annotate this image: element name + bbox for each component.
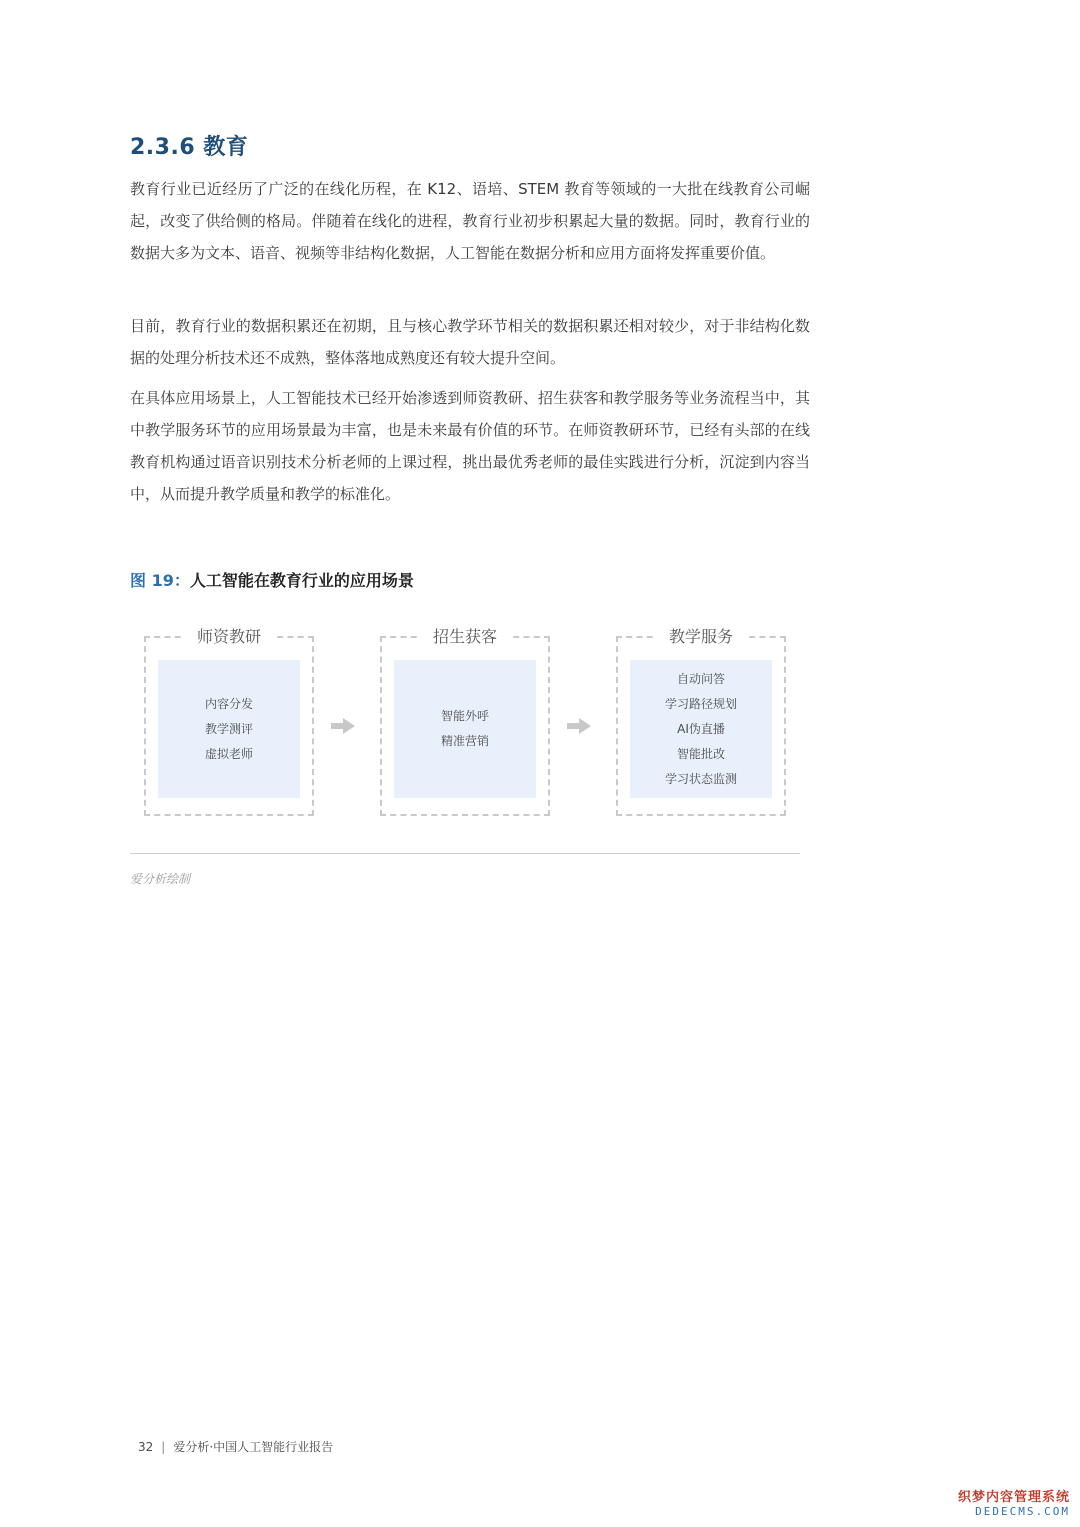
stage-item: 教学测评 [204, 721, 253, 736]
stage-item: 精准营销 [440, 734, 489, 748]
watermark-text-cn: 织梦内容管理系统 [957, 1490, 1070, 1505]
stage-box-teaching-research [144, 627, 314, 816]
stage-item: AI伪直播 [677, 721, 725, 736]
stage-item: 虚拟老师 [204, 746, 253, 761]
figure-title: 人工智能在教育行业的应用场景 [189, 571, 414, 590]
stage-item: 学习路径规划 [664, 696, 737, 711]
arrow-right-icon [331, 718, 355, 734]
figure-caption [130, 568, 414, 591]
stage-title: 教学服务 [657, 624, 745, 650]
stage-item: 智能外呼 [440, 709, 489, 723]
paragraph-1: 教育行业已近经历了广泛的在线化历程，在 K12、语培、STEM 教育等领域的一大批在线教育公司崛起，改变了供给侧的格局。伴随着在线化的进程，教育行业初步积累起大量的数据。同时，教育行业的数据大多为文本、语音、视频等非结构化数据，人工智能在数据分析和应用方面将发挥重要价值。 [130, 180, 810, 262]
figure-source-note: 爱分析绘制 [130, 872, 191, 886]
footer-separator: | [161, 1440, 166, 1454]
paragraph-3: 在具体应用场景上，人工智能技术已经开始渗透到师资教研、招生获客和教学服务等业务流程当中，其中教学服务环节的应用场景最为丰富，也是未来最有价值的环节。在师资教研环节，已经有头部的在线教育机构通过语音识别技术分析老师的上课过程，挑出最优秀老师的最佳实践进行分析，沉淀到内容当中，从而提升教学质量和教学的标准化。 [130, 389, 810, 503]
page-number: 32 [138, 1440, 154, 1454]
stage-items-panel [630, 660, 772, 798]
stage-item: 自动问答 [676, 671, 725, 686]
watermark-text-en: DEDECMS.COM [975, 1505, 1070, 1518]
application-scenario-diagram [130, 622, 810, 822]
watermark [958, 1491, 1070, 1519]
stage-title: 师资教研 [185, 624, 273, 650]
stage-item: 学习状态监测 [664, 771, 737, 786]
figure-number: 图 19： [130, 571, 190, 590]
section-title: 2.3.6 教育 [130, 135, 249, 160]
page-footer [138, 1438, 333, 1455]
stage-item: 内容分发 [204, 696, 253, 711]
figure-divider [130, 853, 800, 854]
stage-items-panel [394, 660, 536, 798]
stage-box-teaching-service [616, 627, 786, 816]
stage-items-panel [158, 660, 300, 798]
arrow-right-icon [567, 718, 591, 734]
paragraph-2: 目前，教育行业的数据积累还在初期，且与核心教学环节相关的数据积累还相对较少，对于非结构化数据的处理分析技术还不成熟，整体落地成熟度还有较大提升空间。 [130, 317, 810, 367]
stage-box-student-acquisition [380, 627, 550, 816]
stage-title: 招生获客 [421, 624, 509, 650]
stage-item: 智能批改 [676, 746, 725, 761]
report-title: 爱分析·中国人工智能行业报告 [173, 1440, 334, 1454]
